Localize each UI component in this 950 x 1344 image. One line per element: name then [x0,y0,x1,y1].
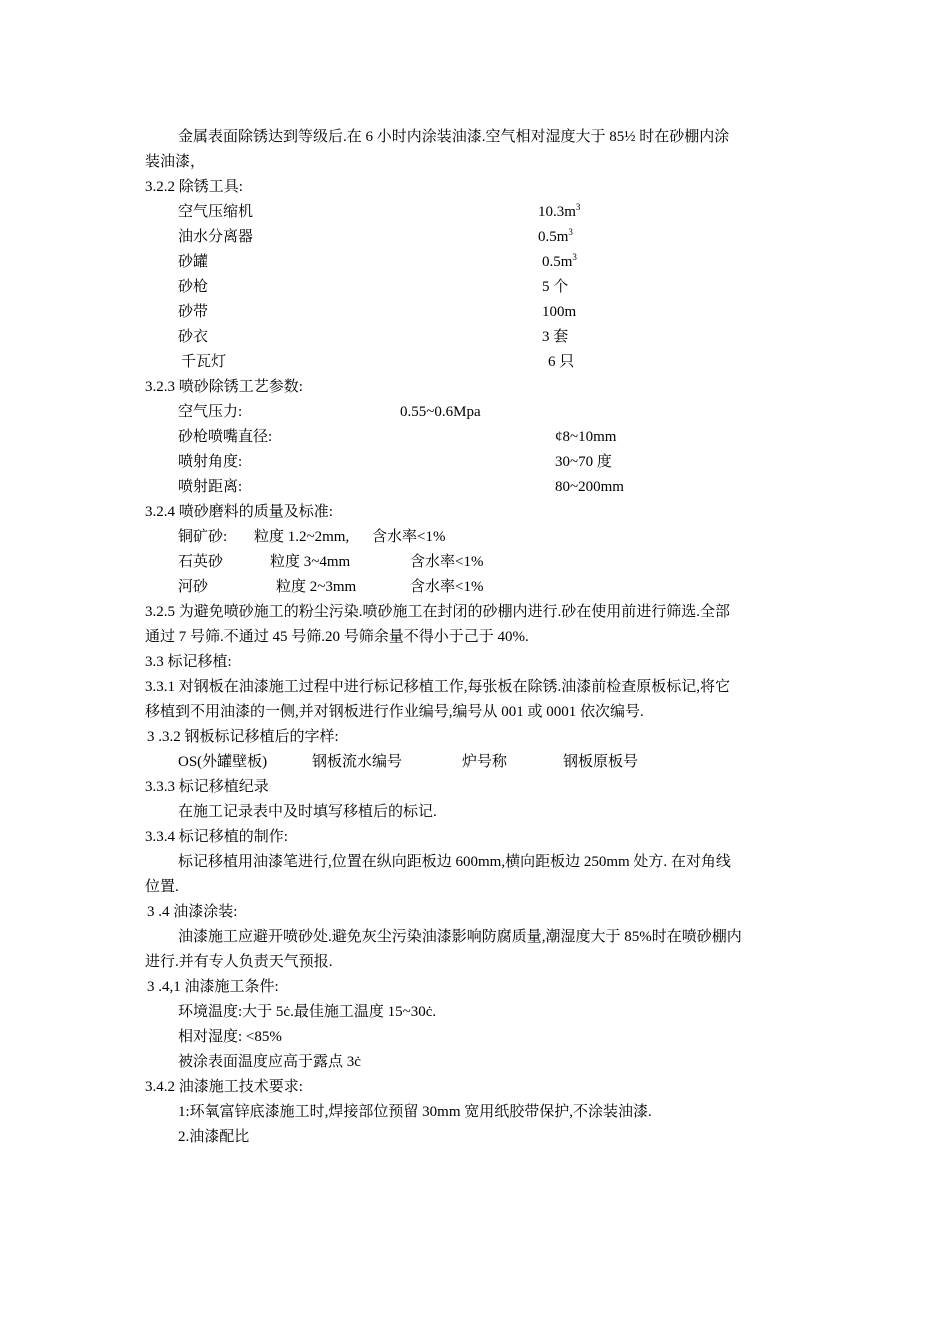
param-value: 80~200mm [555,479,624,495]
section-heading-3-3: 3.3 标记移植: [145,654,232,670]
requirement-item: 1:环氧富锌底漆施工时,焊接部位预留 30mm 宽用纸胶带保护,不涂装油漆. [178,1104,652,1120]
tool-value: 100m [542,304,577,320]
tool-value: $0.5m^3$ [538,227,573,245]
tool-name: 砂衣 [178,329,209,345]
marking-field: 炉号称 [462,754,508,770]
abrasive-water: 含水率<1% [410,579,484,595]
abrasive-size: 粒度 1.2~2mm, [254,529,350,545]
section-heading-3-2-2: 3.2.2 除锈工具: [145,179,243,195]
section-3-4-line-2: 进行.并有专人负责天气预报. [145,954,333,970]
abrasive-name: 铜矿砂: [178,529,228,545]
param-value: 0.55~0.6Mpa [400,404,481,420]
abrasive-name: 石英砂 [178,554,224,570]
intro-line-2: 装油漆， [145,154,206,170]
abrasive-size: 粒度 3~4mm [270,554,351,570]
tool-name: 砂带 [178,304,209,320]
section-3-3-4-line-2: 位置. [145,879,179,895]
section-heading-3-2-4: 3.2.4 喷砂磨料的质量及标准: [145,504,333,520]
section-heading-3-4-1: 3 .4,1 油漆施工条件: [147,979,279,995]
section-3-3-1-line-1: 3.3.1 对钢板在油漆施工过程中进行标记移植工作,每张板在除锈.油漆前检查原板标记,将它 [145,679,731,695]
section-heading-3-3-4: 3.3.4 标记移植的制作: [145,829,288,845]
section-3-2-5-line-2: 通过 7 号筛.不通过 45 号筛.20 号筛余量不得小于己于 40%. [145,629,529,645]
abrasive-water: 含水率<1% [410,554,484,570]
tool-name: 空气压缩机 [178,204,254,220]
param-name: 喷射距离: [178,479,243,495]
param-value: ¢8~10mm [555,429,617,445]
condition-item: 被涂表面温度应高于露点 3ċ [178,1054,361,1070]
marking-field: 钢板原板号 [563,754,639,770]
param-value: 30~70 度 [555,454,612,470]
condition-item: 相对湿度: <85% [178,1029,282,1045]
section-3-3-4-line-1: 标记移植用油漆笔进行,位置在纵向距板边 600mm,横向距板边 250mm 处方. 在对角线 [178,854,731,870]
section-heading-3-4: 3 .4 油漆涂装: [147,904,238,920]
abrasive-water: 含水率<1% [372,529,446,545]
requirement-item: 2.油漆配比 [178,1129,250,1145]
section-heading-3-3-3: 3.3.3 标记移植纪录 [145,779,269,795]
abrasive-size: 粒度 2~3mm [276,579,357,595]
tool-name: 千瓦灯 [181,354,227,370]
condition-item: 环境温度:大于 5ċ.最佳施工温度 15~30ċ. [178,1004,437,1020]
section-3-3-1-line-2: 移植到不用油漆的一侧,并对钢板进行作业编号,编号从 001 或 0001 依次编号. [145,704,644,720]
section-heading-3-3-2: 3 .3.2 钢板标记移植后的字样: [147,729,339,745]
tool-name: 砂罐 [178,254,209,270]
section-heading-3-2-3: 3.2.3 喷砂除锈工艺参数: [145,379,303,395]
marking-field: 钢板流水编号 [312,754,403,770]
param-name: 喷射角度: [178,454,243,470]
tool-value: 6 只 [548,354,575,370]
tool-value: $0.5m^3$ [542,252,577,270]
intro-line-1: 金属表面除锈达到等级后.在 6 小时内涂装油漆.空气相对湿度大于 85½ 时在砂棚内涂 [178,129,730,145]
abrasive-name: 河砂 [178,579,209,595]
tool-name: 油水分离器 [178,229,254,245]
tool-value: $10.3m^3$ [538,202,581,220]
tool-value: 3 套 [542,329,569,345]
param-name: 空气压力: [178,404,243,420]
section-heading-3-4-2: 3.4.2 油漆施工技术要求: [145,1079,303,1095]
marking-field: OS(外罐壁板) [178,754,268,770]
section-3-4-line-1: 油漆施工应避开喷砂处.避免灰尘污染油漆影响防腐质量,潮湿度大于 85%时在喷砂棚内 [178,929,742,945]
tool-name: 砂枪 [178,279,209,295]
section-3-3-3-body: 在施工记录表中及时填写移植后的标记. [178,804,437,820]
tool-value: 5 个 [542,279,569,295]
param-name: 砂枪喷嘴直径: [178,429,273,445]
section-3-2-5-line-1: 3.2.5 为避免喷砂施工的粉尘污染.喷砂施工在封闭的砂棚内进行.砂在使用前进行筛选.全部 [145,604,731,620]
